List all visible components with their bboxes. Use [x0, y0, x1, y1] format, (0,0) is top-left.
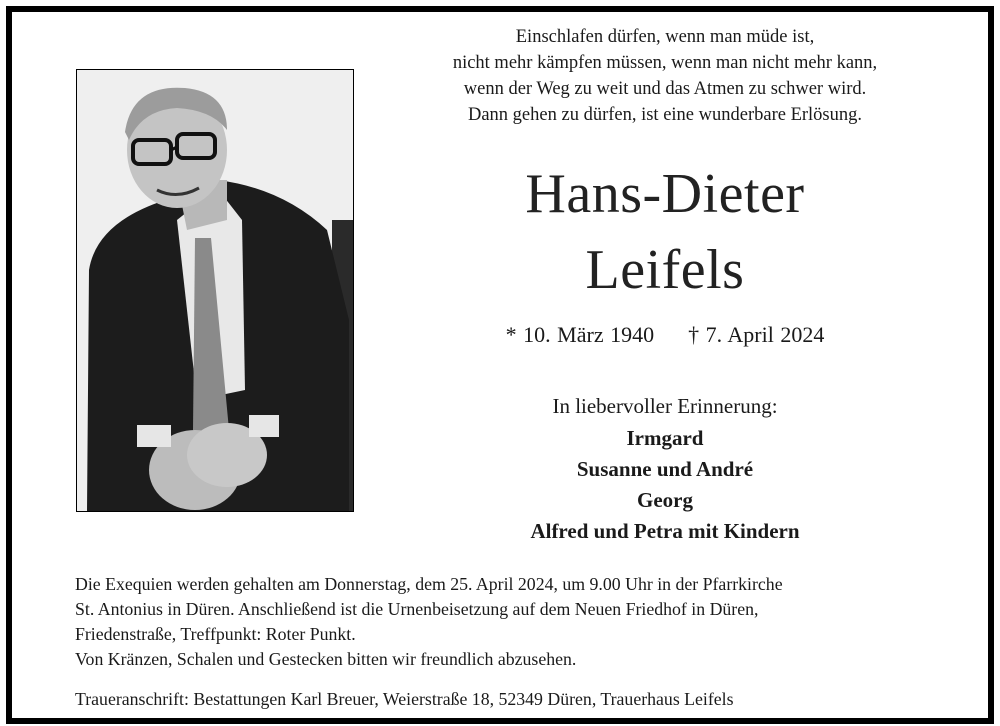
notice-line: Die Exequien werden gehalten am Donnerstag, dem 25. April 2024, um 9.00 Uhr in der Pfarrkirche: [75, 574, 783, 594]
poem-line: nicht mehr kämpfen müssen, wenn man nicht mehr kann,: [452, 53, 878, 73]
mourning-address: Traueranschrift: Bestattungen Karl Breuer, Weierstraße 18, 52349 Düren, Trauerhaus Leifels: [75, 689, 734, 709]
mourner: Alfred und Petra mit Kindern: [530, 519, 800, 543]
notice-line: St. Antonius in Düren. Anschließend ist die Urnenbeisetzung auf dem Neuen Friedhof in Düren,: [75, 599, 759, 619]
portrait-photo: [76, 69, 354, 512]
poem-line: Einschlafen dürfen, wenn man müde ist,: [515, 27, 815, 47]
birth-date: * 10. März 1940: [505, 322, 655, 347]
notice-line: Friedenstraße, Treffpunkt: Roter Punkt.: [75, 624, 356, 644]
memorial-heading: In liebervoller Erinnerung:: [552, 394, 778, 418]
death-date: † 7. April 2024: [688, 322, 825, 347]
poem-line: wenn der Weg zu weit und das Atmen zu schwer wird.: [463, 79, 867, 99]
deceased-first-name: Hans-Dieter: [525, 163, 805, 225]
mourners-list: [405, 423, 925, 547]
notice-line: Von Kränzen, Schalen und Gestecken bitten wir freundlich abzusehen.: [75, 649, 577, 669]
portrait-illustration: [77, 70, 353, 511]
life-dates: [405, 322, 925, 348]
poem-line: Dann gehen zu dürfen, ist eine wunderbare Erlösung.: [467, 105, 863, 125]
mourner: Irmgard: [626, 426, 704, 450]
deceased-last-name: Leifels: [585, 239, 745, 301]
service-notice: [75, 572, 955, 672]
mourner: Susanne und André: [576, 457, 754, 481]
poem: [405, 24, 925, 128]
mourner: Georg: [637, 488, 693, 512]
